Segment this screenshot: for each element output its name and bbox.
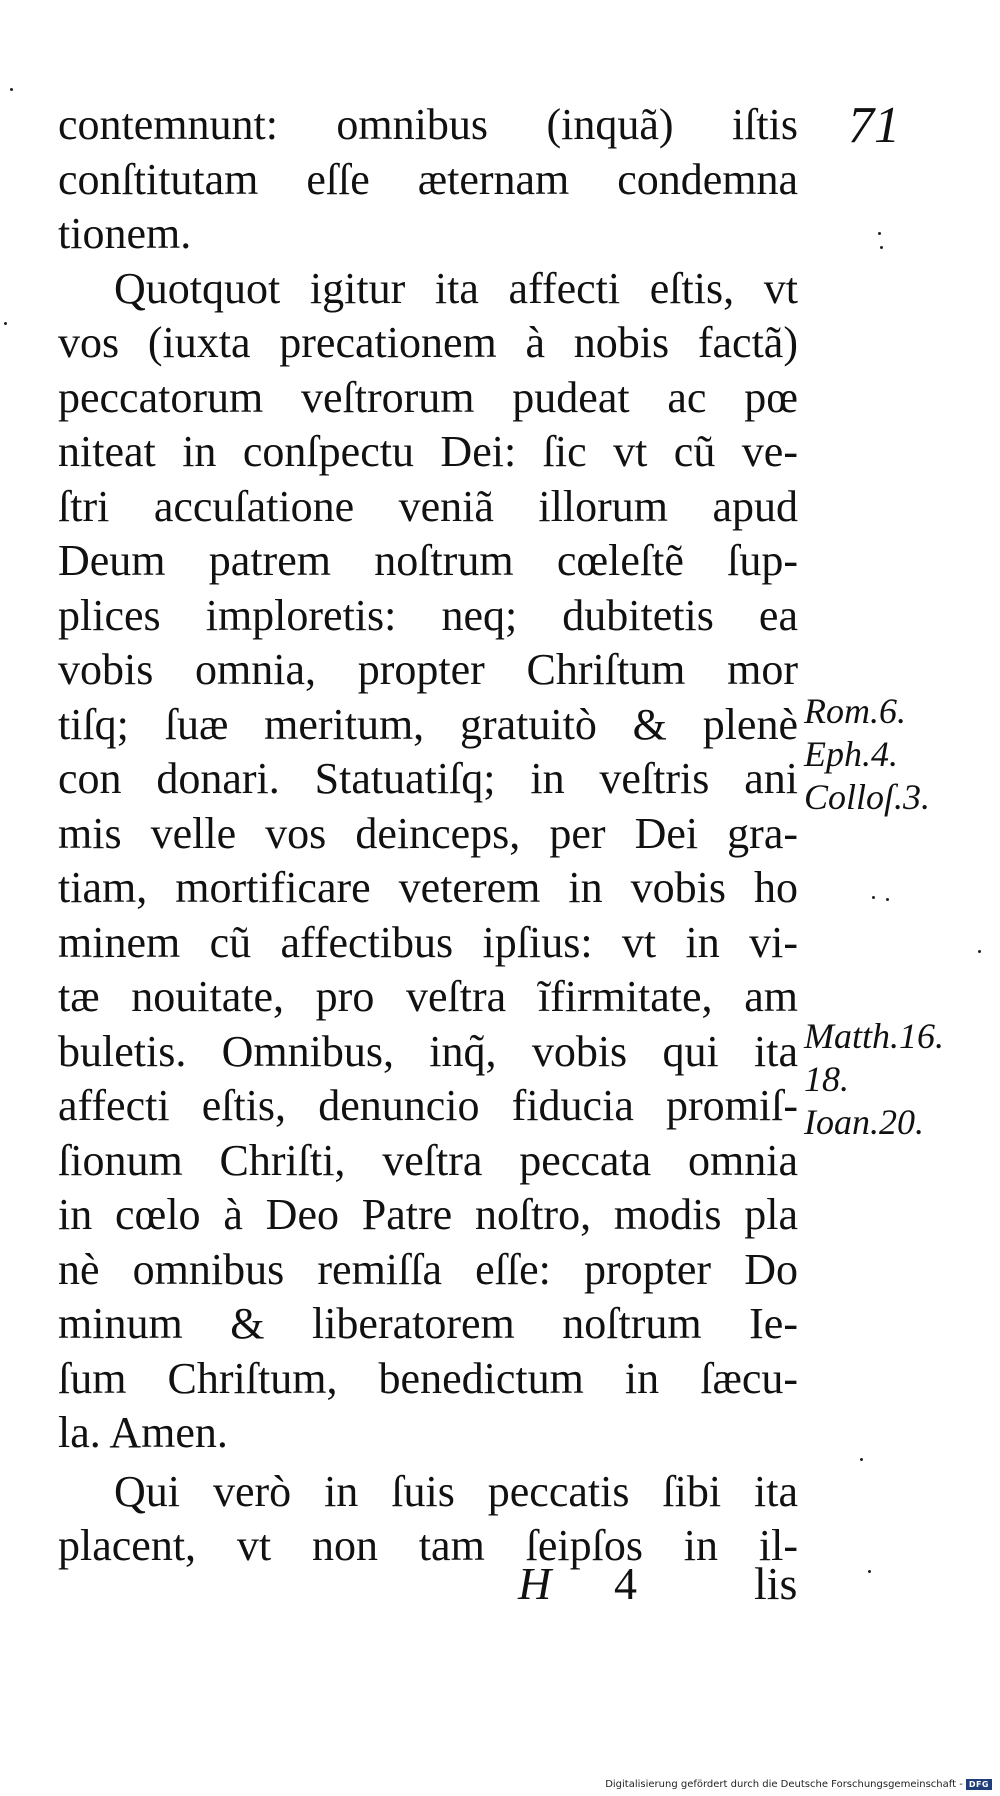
margin-note: Matth.16.: [804, 1016, 944, 1056]
text-line: Qui verò in ſuis peccatis ſibi ita: [114, 1466, 798, 1516]
text-line: in cœlo à Deo Patre noſtro, modis pla: [58, 1190, 798, 1239]
ink-speck: [4, 322, 7, 325]
ink-speck: [978, 950, 981, 953]
text-line: ſum Chriſtum, benedictum in ſæcu-: [58, 1353, 798, 1403]
signature-number: 4: [614, 1558, 637, 1609]
ink-speck: [886, 898, 889, 901]
text-line: affecti eſtis, denuncio fiducia promiſ-: [58, 1081, 798, 1130]
text-line: Quotquot igitur ita affecti eſtis, vt: [114, 263, 798, 313]
ink-speck: [878, 232, 881, 235]
text-line: con donari. Statuatiſq; in veſtris ani: [58, 754, 798, 803]
text-line: nè omnibus remiſſa eſſe: propter Do: [58, 1244, 798, 1294]
text-line: tiam, mortificare veterem in vobis ho: [58, 863, 798, 912]
footer-text: Digitalisierung gefördert durch die Deutsche Forschungsgemeinschaft -: [605, 1779, 963, 1790]
catchword: lis: [754, 1558, 798, 1609]
text-line: vos (iuxta precationem à nobis factã): [58, 318, 798, 367]
ink-speck: [868, 1570, 871, 1573]
text-line: contemnunt: omnibus (inquã) iſtis: [58, 100, 798, 149]
text-line: buletis. Omnibus, inq̃, vobis qui ita: [58, 1026, 798, 1076]
margin-note: Colloſ.3.: [804, 777, 931, 817]
text-line: tiſq; ſuæ meritum, gratuitò & plenè: [58, 699, 798, 749]
text-line: peccatorum veſtrorum pudeat ac pœ: [58, 372, 798, 422]
text-line: tionem.: [58, 209, 192, 258]
text-line: niteat in conſpectu Dei: ſic vt cũ ve-: [58, 427, 798, 476]
text-line: la. Amen.: [58, 1408, 228, 1457]
text-line: minum & liberatorem noſtrum Ie-: [58, 1299, 798, 1348]
margin-note-group-2: [804, 1015, 944, 1144]
text-line: mis velle vos deinceps, per Dei gra-: [58, 808, 798, 858]
text-line: conſtitutam eſſe æternam condemna: [58, 154, 798, 204]
text-line: vobis omnia, propter Chriſtum mor: [58, 645, 798, 694]
margin-note: Ioan.20.: [804, 1102, 924, 1142]
text-line: placent, vt non tam ſeipſos in il-: [58, 1521, 798, 1570]
margin-note: Eph.4.: [804, 734, 898, 774]
main-text-block: [58, 98, 798, 1574]
text-line: plices imploretis: neq; dubitetis ea: [58, 590, 798, 640]
text-line: Deum patrem noſtrum cœleſtẽ ſup-: [58, 536, 798, 585]
text-line: minem cũ affectibus ipſius: vt in vi-: [58, 917, 798, 967]
margin-note: 18.: [804, 1059, 849, 1099]
dfg-logo: DFG: [966, 1779, 992, 1790]
margin-note: Rom.6.: [804, 691, 906, 731]
ink-speck: [860, 1458, 863, 1461]
digitization-footer: [605, 1779, 992, 1790]
text-line: ſtri accuſatione veniã illorum apud: [58, 481, 798, 531]
page-number: 71: [848, 97, 900, 154]
text-line: ſionum Chriſti, veſtra peccata omnia: [58, 1135, 798, 1185]
signature-mark: H: [518, 1558, 552, 1609]
margin-note-group-1: [804, 690, 930, 819]
ink-speck: [10, 88, 13, 91]
ink-speck: [872, 896, 875, 899]
text-line: tæ nouitate, pro veſtra ĩfirmitate, am: [58, 972, 798, 1021]
ink-speck: [880, 246, 883, 249]
